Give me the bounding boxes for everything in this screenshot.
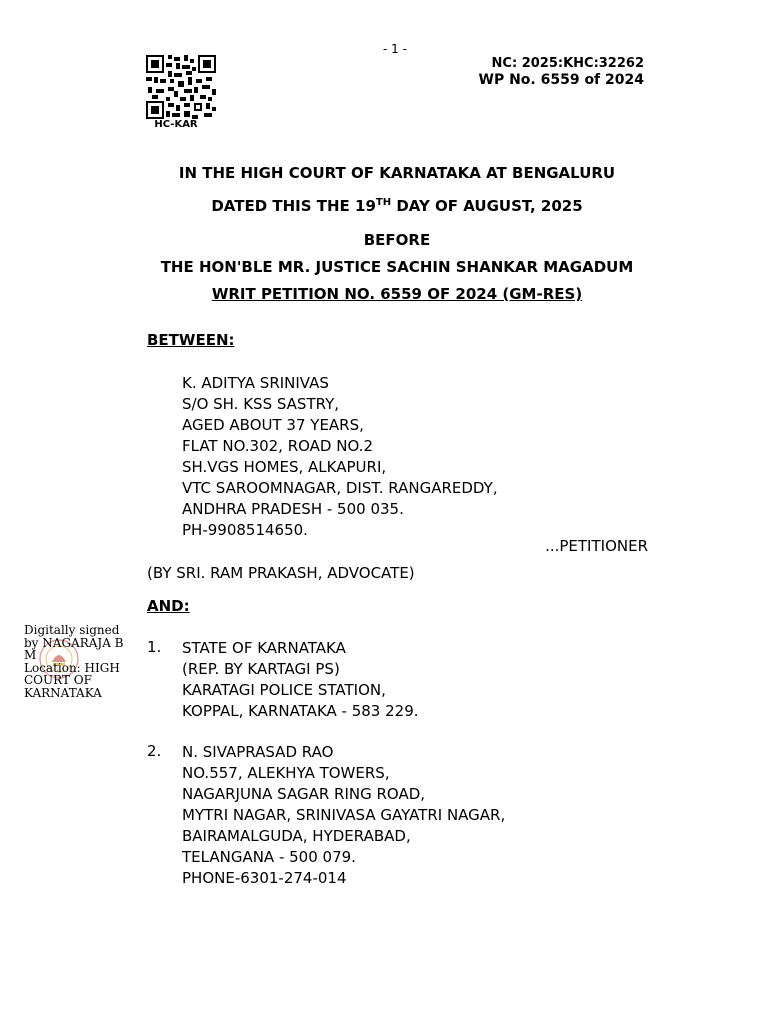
- respondent-line: BAIRAMALGUDA, HYDERABAD,: [182, 827, 411, 845]
- wp-number: WP No. 6559 of 2024: [478, 72, 644, 88]
- petitioner-line: AGED ABOUT 37 YEARS,: [182, 416, 364, 434]
- qr-label: HC-KAR: [154, 119, 198, 130]
- date-suffix: DAY OF AUGUST, 2025: [391, 197, 583, 215]
- signature-line: KARNATAKA: [24, 685, 102, 700]
- petitioner-line: PH-9908514650.: [182, 521, 308, 539]
- date-prefix: DATED THIS THE 19: [211, 197, 376, 215]
- petitioner-line: S/O SH. KSS SASTRY,: [182, 395, 340, 413]
- petitioner-address: [182, 373, 498, 541]
- signature-line: Digitally signed: [24, 623, 120, 637]
- and-label: AND:: [147, 597, 190, 615]
- petitioner-line: VTC SAROOMNAGAR, DIST. RANGAREDDY,: [182, 479, 498, 497]
- petitioner-line: ANDHRA PRADESH - 500 035.: [182, 500, 404, 518]
- respondent-2-address: [182, 742, 505, 889]
- petitioner-role: ...PETITIONER: [545, 537, 648, 555]
- justice-name: THE HON'BLE MR. JUSTICE SACHIN SHANKAR MAGADUM: [160, 258, 634, 276]
- respondent-line: NAGARJUNA SAGAR RING ROAD,: [182, 785, 426, 803]
- respondent-line: MYTRI NAGAR, SRINIVASA GAYATRI NAGAR,: [182, 806, 506, 824]
- date-superscript: TH: [375, 197, 392, 208]
- page-number: - 1 -: [383, 42, 407, 56]
- respondent-number: 1.: [147, 638, 162, 656]
- date-line: [147, 197, 647, 215]
- petitioner-line: K. ADITYA SRINIVAS: [182, 374, 329, 392]
- case-reference: [479, 55, 645, 89]
- signature-line: COURT OF: [24, 673, 92, 687]
- respondent-line: KARATAGI POLICE STATION,: [182, 681, 386, 699]
- respondent-line: STATE OF KARNATAKA: [182, 639, 346, 657]
- petitioner-line: FLAT NO.302, ROAD NO.2: [182, 437, 373, 455]
- petition-title: WRIT PETITION NO. 6559 OF 2024 (GM-RES): [211, 285, 583, 303]
- court-name: IN THE HIGH COURT OF KARNATAKA AT BENGALURU: [178, 164, 616, 182]
- petitioner-line: SH.VGS HOMES, ALKAPURI,: [182, 458, 387, 476]
- signature-line: Location: HIGH: [24, 660, 120, 675]
- between-label: BETWEEN:: [147, 331, 235, 349]
- respondent-1-address: [182, 638, 419, 722]
- respondent-number: 2.: [147, 742, 162, 760]
- petitioner-advocate: (BY SRI. RAM PRAKASH, ADVOCATE): [147, 564, 415, 582]
- respondent-line: TELANGANA - 500 079.: [182, 848, 356, 866]
- respondent-line: NO.557, ALEKHYA TOWERS,: [182, 764, 390, 782]
- neutral-citation: NC: 2025:KHC:32262: [491, 56, 644, 71]
- respondent-line: PHONE-6301-274-014: [182, 869, 347, 887]
- respondent-line: KOPPAL, KARNATAKA - 583 229.: [182, 702, 419, 720]
- digital-signature: [24, 624, 134, 699]
- qr-code-icon: [146, 55, 216, 119]
- signature-line: by NAGARAJA B: [24, 635, 124, 650]
- respondent-line: N. SIVAPRASAD RAO: [182, 743, 334, 761]
- before-label: BEFORE: [363, 231, 431, 249]
- signature-line: M: [24, 648, 37, 662]
- respondent-line: (REP. BY KARTAGI PS): [182, 660, 340, 678]
